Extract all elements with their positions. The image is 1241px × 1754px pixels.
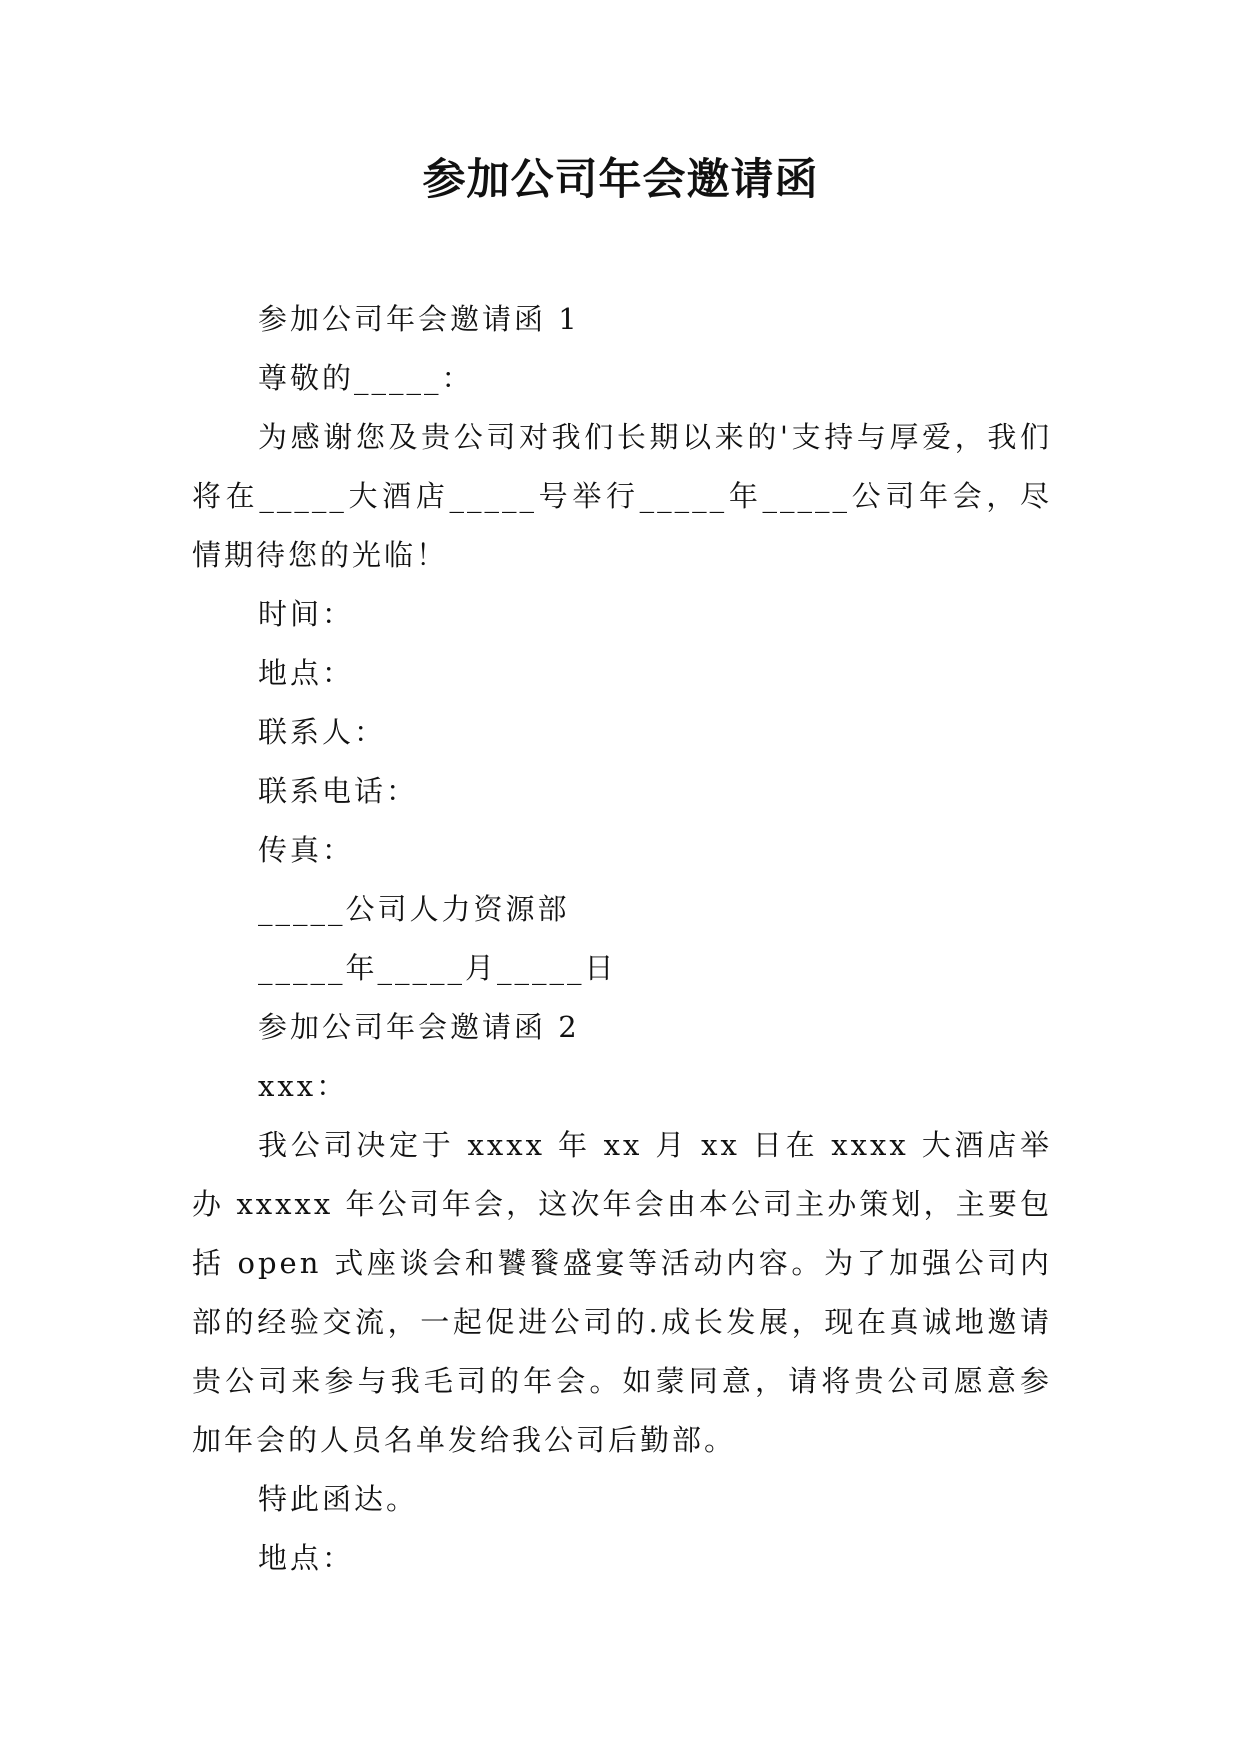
closing-line: 特此函达。 xyxy=(258,1482,419,1516)
location-line-2: 地点： xyxy=(258,1541,355,1575)
document-body xyxy=(192,290,1052,1588)
signature-date: _____年_____月_____日 xyxy=(258,951,617,985)
section-heading-1: 参加公司年会邀请函 1 xyxy=(258,302,580,336)
invitation-paragraph-2: 我公司决定于 xxxx 年 xx 月 xx 日在 xxxx 大酒店举办 xxxxx 年公司年会，这次年会由本公司主办策划，主要包括 open 式座谈会和饕餮盛宴等活动内容。为了加强公司内部的经验交流，一起促进公司的.成长发展，现在真诚地邀请贵公司来参与我毛司的年会。如蒙同意，请将贵公司愿意参加年会的人员名单发给我公司后勤部。 xyxy=(192,1128,1052,1457)
section-heading-2: 参加公司年会邀请函 2 xyxy=(258,1010,580,1044)
salutation-2: xxx： xyxy=(258,1069,349,1103)
location-line-1: 地点： xyxy=(258,656,355,690)
salutation-1: 尊敬的_____： xyxy=(258,361,474,395)
contact-phone-line: 联系电话： xyxy=(258,774,419,808)
fax-line: 传真： xyxy=(258,833,355,867)
contact-person-line: 联系人： xyxy=(258,715,387,749)
document-title: 参加公司年会邀请函 xyxy=(422,155,819,205)
time-line: 时间： xyxy=(258,597,355,631)
signature-department: _____公司人力资源部 xyxy=(258,892,570,926)
invitation-paragraph-1: 为感谢您及贵公司对我们长期以来的'支持与厚爱，我们将在_____大酒店_____号举行_____年_____公司年会，尽情期待您的光临！ xyxy=(192,420,1052,572)
